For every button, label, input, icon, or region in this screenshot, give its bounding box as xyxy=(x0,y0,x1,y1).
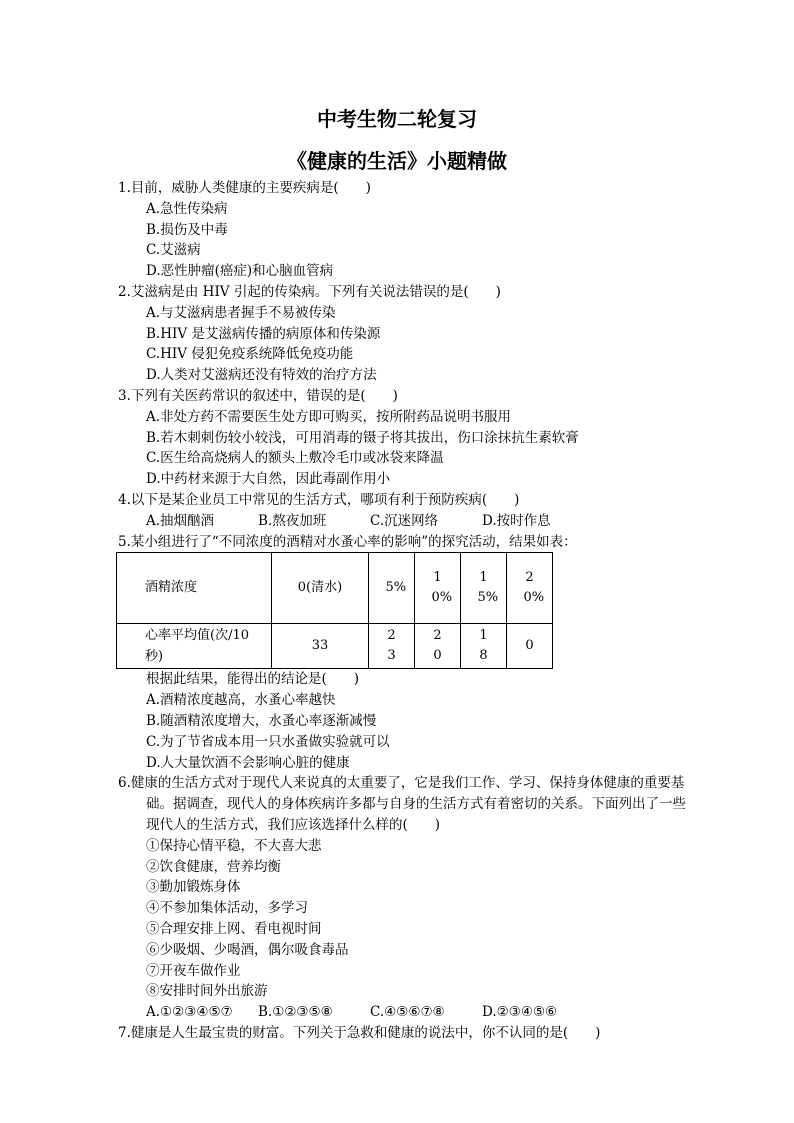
question-5-option-c: C.为了节省成本用一只水蚤做实验就可以 xyxy=(146,733,390,750)
question-1-stem: 1.目前，威胁人类健康的主要疾病是( ) xyxy=(118,180,371,196)
table-cell: 18 xyxy=(461,624,507,669)
question-1-option-d: D.恶性肿瘤(癌症)和心脑血管病 xyxy=(146,263,334,280)
table-cell: 33 xyxy=(272,624,369,669)
question-5-option-a: A.酒精浓度越高，水蚤心率越快 xyxy=(146,692,336,709)
question-2-option-b: B.HIV 是艾滋病传播的病原体和传染源 xyxy=(146,325,381,342)
question-list xyxy=(118,178,698,1044)
question-2-option-c: C.HIV 侵犯免疫系统降低免疫功能 xyxy=(146,346,354,363)
question-1-option-c: C.艾滋病 xyxy=(146,242,201,259)
question-6-option-b: B.①②③⑤⑧ xyxy=(258,1004,333,1021)
table-cell: 5% xyxy=(369,553,415,624)
question-6-options xyxy=(118,1002,698,1023)
question-6-item: ③勤加锻炼身体 xyxy=(146,879,241,896)
question-1-option-a: A.急性传染病 xyxy=(146,200,228,217)
table-cell: 20 xyxy=(415,624,461,669)
question-5-lead: 根据此结果，能得出的结论是( ) xyxy=(146,671,360,688)
question-6-option-a: A.①②③④⑤⑦ xyxy=(146,1004,233,1021)
question-4-option-c: C.沉迷网络 xyxy=(370,512,439,529)
table-header-heart-rate: 心率平均值(次/10秒) xyxy=(117,624,272,669)
question-6-item: ⑤合理安排上网、看电视时间 xyxy=(146,920,322,937)
question-3-option-a: A.非处方药不需要医生处方即可购买，按所附药品说明书服用 xyxy=(146,408,512,425)
question-4-options xyxy=(118,511,698,532)
question-2-option-d: D.人类对艾滋病还没有特效的治疗方法 xyxy=(146,367,377,384)
question-2-option-a: A.与艾滋病患者握手不易被传染 xyxy=(146,304,336,321)
document-title: 中考生物二轮复习 xyxy=(317,107,477,131)
question-6-item: ①保持心情平稳，不大喜大悲 xyxy=(146,837,322,854)
question-6-item: ②饮食健康，营养均衡 xyxy=(146,858,281,875)
table-header-concentration: 酒精浓度 xyxy=(117,553,272,624)
table-cell: 20% xyxy=(507,553,553,624)
question-3-option-d: D.中药材来源于大自然，因此毒副作用小 xyxy=(146,471,391,488)
question-6-stem: 6.健康的生活方式对于现代人来说真的太重要了，它是我们工作、学习、保持身体健康的重要基础。据调查，现代人的身体疾病许多都与自身的生活方式有着密切的关系。下面列出了一些现代人的生活方式，我们应该选择什么样的( ) xyxy=(118,775,686,833)
question-4-option-a: A.抽烟酗酒 xyxy=(146,512,215,529)
question-6-item: ④不参加集体活动，多学习 xyxy=(146,900,308,917)
question-2-stem: 2.艾滋病是由 HIV 引起的传染病。下列有关说法错误的是( ) xyxy=(118,283,501,300)
question-4-option-d: D.按时作息 xyxy=(482,512,551,529)
question-6-item: ⑥少吸烟、少喝酒，偶尔吸食毒品 xyxy=(146,941,349,958)
table-cell: 0(清水) xyxy=(272,553,369,624)
question-5-table xyxy=(116,552,553,669)
table-cell: 15% xyxy=(461,553,507,624)
question-6-option-d: D.②③④⑤⑥ xyxy=(482,1004,558,1021)
question-3-stem: 3.下列有关医药常识的叙述中，错误的是( ) xyxy=(118,387,398,404)
table-cell: 10% xyxy=(415,553,461,624)
question-5-option-d: D.人大量饮酒不会影响心脏的健康 xyxy=(146,754,350,771)
question-3-option-c: C.医生给高烧病人的额头上敷冷毛巾或冰袋来降温 xyxy=(146,450,444,467)
question-1-option-b: B.损伤及中毒 xyxy=(146,221,228,238)
question-5-option-b: B.随酒精浓度增大，水蚤心率逐渐减慢 xyxy=(146,712,377,729)
question-4-stem: 4.以下是某企业员工中常见的生活方式，哪项有利于预防疾病( ) xyxy=(118,491,520,508)
question-6-item: ⑧安排时间外出旅游 xyxy=(146,983,268,1000)
question-4-option-b: B.熬夜加班 xyxy=(258,512,327,529)
document-subtitle: 《健康的生活》小题精做 xyxy=(287,149,507,173)
question-6-option-c: C.④⑤⑥⑦⑧ xyxy=(370,1004,445,1021)
question-6-item: ⑦开夜车做作业 xyxy=(146,962,241,979)
table-cell: 0 xyxy=(507,624,553,669)
table-cell: 23 xyxy=(369,624,415,669)
question-5-stem: 5.某小组进行了“不同浓度的酒精对水蚤心率的影响”的探究活动，结果如表： xyxy=(118,533,577,550)
question-3-option-b: B.若木刺刺伤较小较浅，可用消毒的镊子将其拔出，伤口涂抹抗生素软膏 xyxy=(146,429,579,446)
question-7-stem: 7.健康是人生最宝贵的财富。下列关于急救和健康的说法中，你不认同的是( ) xyxy=(118,1024,601,1041)
